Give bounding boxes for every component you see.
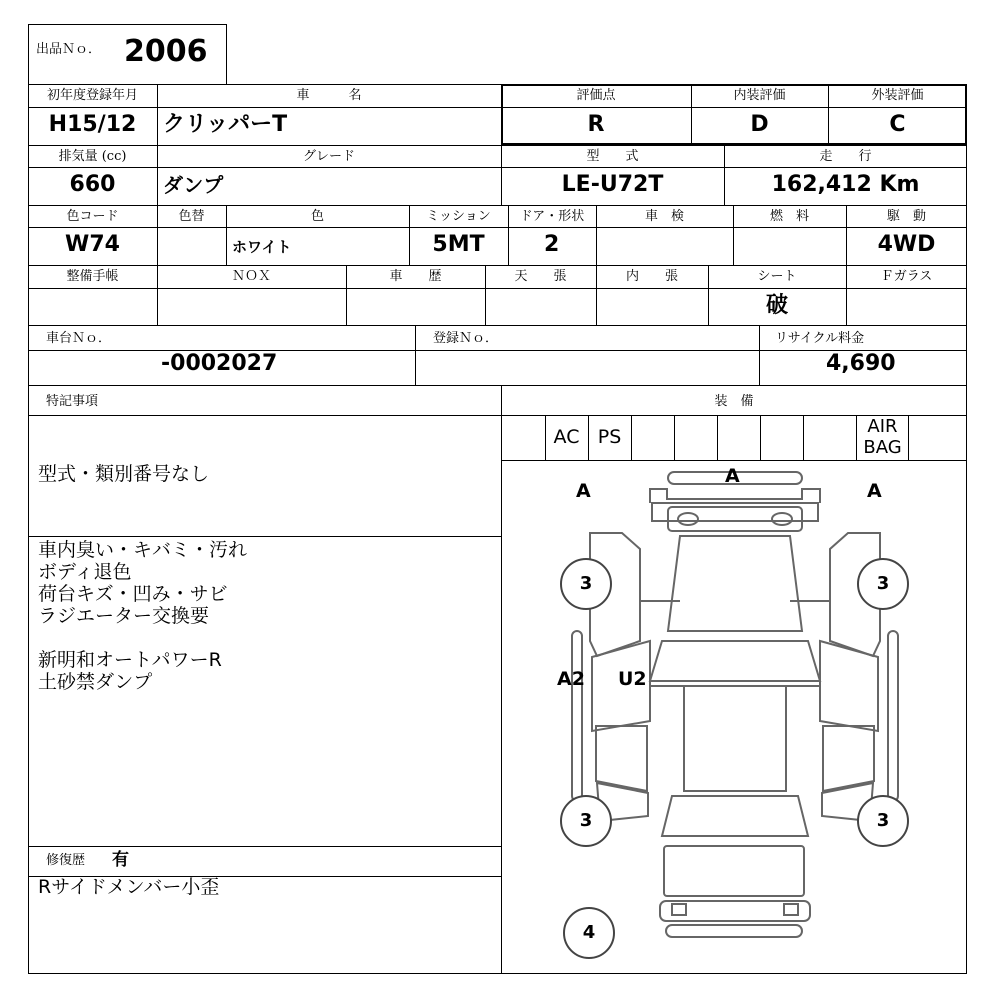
inspection-label: 車 検 (644, 209, 684, 224)
repair-value: 有 (112, 850, 129, 870)
drive-label: 駆 動 (886, 209, 926, 224)
damage-front-left: A (576, 480, 591, 502)
model-value: LE-U72T (561, 172, 664, 197)
note-model-number: 型式・類別番号なし (38, 463, 210, 485)
seat-value: 破 (765, 293, 788, 318)
exterior-value: C (889, 112, 906, 137)
car-name-label: 車 名 (296, 88, 362, 103)
registration-label: 登録Ｎｏ． (433, 331, 499, 346)
interior-label: 内装評価 (733, 88, 786, 103)
color-code-value: W74 (65, 232, 120, 257)
score-label: 評価点 (576, 88, 616, 103)
equipment-label: 装 備 (714, 394, 754, 409)
damage-side-u2: U2 (618, 668, 647, 690)
roof-label: 天 張 (514, 269, 567, 284)
mission-label: ミッション (426, 209, 491, 224)
score-value: R (587, 112, 605, 137)
exterior-label: 外装評価 (871, 88, 924, 103)
lot-label: 出品Ｎｏ． (36, 42, 102, 57)
reg-year-label: 初年度登録年月 (46, 88, 138, 103)
drive-value: 4WD (877, 232, 936, 257)
maintenance-label: 整備手帳 (66, 269, 119, 284)
glass-label: Ｆガラス (880, 269, 933, 284)
door-label: ドア・形状 (519, 209, 585, 224)
nox-label: ＮＯＸ (231, 269, 271, 284)
interior-lining-label: 内 張 (625, 269, 678, 284)
tire-rear-right: 3 (857, 795, 909, 847)
fuel-label: 燃 料 (769, 209, 809, 224)
tire-front-right: 3 (857, 558, 909, 610)
note-condition: 車内臭い・キバミ・汚れ ボディ退色 荷台キズ・凹み・サビ ラジエーター交換要 新明和オートパワーR 土砂禁ダンプ (38, 539, 248, 693)
grade-value: ダンプ (163, 173, 224, 197)
damage-side-a2: A2 (557, 668, 585, 690)
notes-label: 特記事項 (46, 394, 99, 409)
car-name-value: クリッパーT (163, 112, 288, 137)
mission-value: 5MT (432, 232, 485, 257)
chassis-value: -0002027 (161, 351, 278, 376)
model-label: 型 式 (586, 149, 639, 164)
displacement-label: 排気量 (cc) (58, 149, 127, 164)
repair-label: 修復歴 (46, 853, 86, 868)
equipment-ac: AC (553, 426, 580, 448)
tire-rear-left: 3 (560, 795, 612, 847)
displacement-value: 660 (69, 172, 116, 197)
recycle-label: リサイクル料金 (775, 331, 865, 346)
equipment-ps: PS (597, 426, 622, 448)
vehicle-damage-diagram (502, 461, 966, 973)
color-value: ホワイト (232, 238, 292, 256)
color-code-label: 色コード (66, 209, 119, 224)
equipment-airbag: AIR BAG (863, 416, 902, 458)
lot-number: 2006 (124, 34, 208, 69)
seat-label: シート (757, 269, 797, 284)
mileage-value: 162,412 Km (771, 172, 920, 197)
damage-front-right: A (867, 480, 882, 502)
recycle-value: 4,690 (826, 351, 896, 376)
mileage-label: 走 行 (819, 149, 872, 164)
interior-value: D (750, 112, 769, 137)
color-label: 色 (310, 209, 324, 224)
repaint-label: 色替 (178, 209, 205, 224)
chassis-label: 車台Ｎｏ． (46, 331, 112, 346)
repair-detail: Rサイドメンバー小歪 (38, 876, 220, 898)
tire-front-left: 3 (560, 558, 612, 610)
tire-spare: 4 (563, 907, 615, 959)
damage-front-center: A (725, 465, 740, 487)
history-label: 車 歴 (389, 269, 442, 284)
door-value: 2 (544, 232, 560, 257)
reg-year-value: H15/12 (48, 112, 137, 137)
grade-label: グレード (302, 149, 355, 164)
